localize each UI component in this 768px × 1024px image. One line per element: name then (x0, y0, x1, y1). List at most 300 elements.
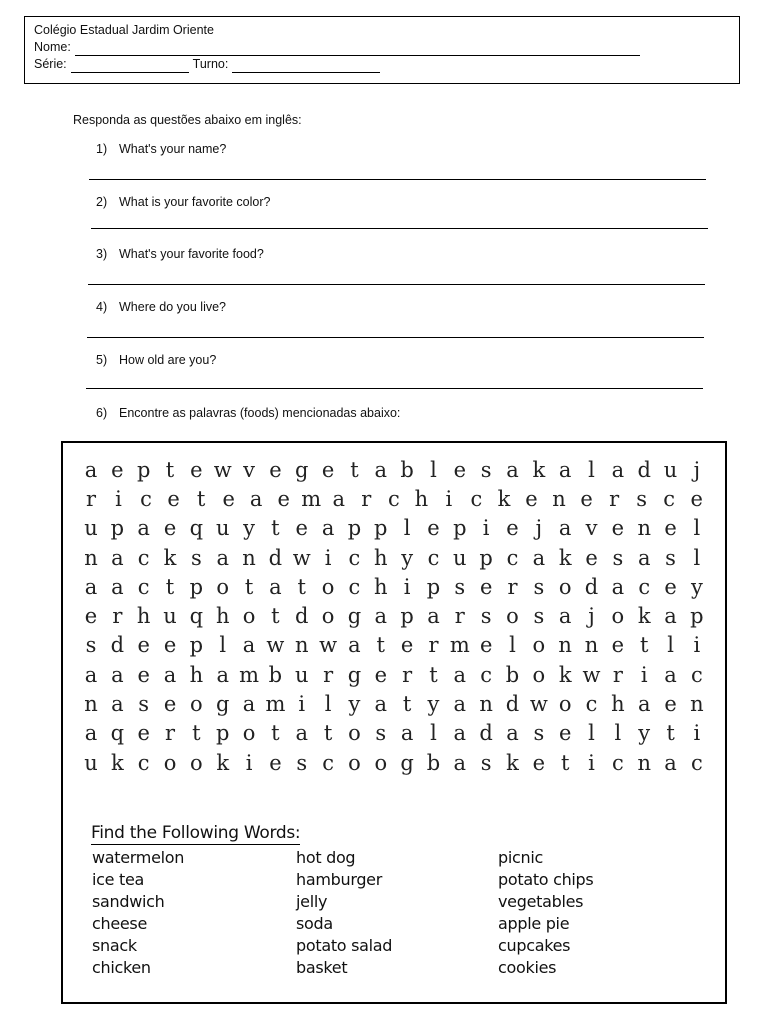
grid-letter[interactable]: a (506, 721, 519, 746)
grid-letter[interactable]: n (558, 633, 572, 658)
grid-letter[interactable]: u (215, 516, 230, 541)
grid-letter[interactable]: i (403, 574, 411, 599)
grid-letter[interactable]: a (611, 574, 625, 599)
word-item: soda (296, 914, 333, 933)
grid-letter[interactable]: t (350, 457, 359, 482)
grid-letter[interactable]: l (588, 721, 595, 746)
grid-letter[interactable]: o (242, 604, 256, 629)
grid-letter[interactable]: i (445, 486, 453, 511)
instructions: Responda as questões abaixo em inglês: (73, 113, 302, 127)
grid-letter[interactable]: h (215, 604, 230, 629)
grid-letter[interactable]: q (189, 604, 204, 629)
grid-letter[interactable]: q (110, 721, 125, 746)
grid-letter[interactable]: a (111, 662, 124, 687)
grid-letter[interactable]: a (216, 545, 229, 570)
grid-letter[interactable]: u (84, 750, 98, 775)
grid-letter[interactable]: s (480, 604, 492, 629)
grid-letter[interactable]: c (480, 662, 493, 687)
grid-letter[interactable]: e (190, 457, 203, 482)
grid-letter[interactable]: a (249, 486, 263, 511)
grid-letter[interactable]: a (321, 516, 335, 541)
grid-letter[interactable]: l (324, 692, 332, 717)
grid-letter[interactable]: e (427, 516, 440, 541)
grid-letter[interactable]: w (213, 457, 232, 482)
grid-letter[interactable]: c (506, 545, 519, 570)
turno-label: Turno: (192, 57, 229, 71)
grid-letter[interactable]: y (243, 516, 255, 541)
grid-letter[interactable]: r (609, 486, 620, 511)
grid-letter[interactable]: e (525, 486, 538, 511)
grid-letter[interactable]: n (84, 692, 98, 717)
grid-letter[interactable]: e (690, 486, 703, 511)
grid-letter[interactable]: c (611, 750, 624, 775)
grid-letter[interactable]: a (453, 692, 467, 717)
serie-blank[interactable] (71, 59, 189, 73)
grid-letter[interactable]: a (558, 516, 572, 541)
grid-letter[interactable]: e (611, 516, 625, 541)
grid-letter[interactable]: e (558, 721, 572, 746)
grid-letter[interactable]: s (296, 750, 308, 775)
grid-letter[interactable]: e (453, 457, 467, 482)
word-item: cheese (92, 914, 148, 933)
grid-letter[interactable]: s (533, 721, 545, 746)
word-item: hot dog (296, 848, 356, 867)
grid-letter[interactable]: e (137, 633, 150, 658)
grid-letter[interactable]: i (482, 516, 490, 541)
grid-letter[interactable]: a (637, 545, 651, 570)
grid-letter[interactable]: s (138, 692, 150, 717)
grid-letter[interactable]: s (480, 750, 492, 775)
grid-letter[interactable]: s (480, 457, 492, 482)
grid-letter[interactable]: g (347, 662, 362, 687)
word-item: snack (92, 936, 137, 955)
grid-letter[interactable]: s (665, 545, 676, 570)
grid-letter[interactable]: g (400, 750, 414, 775)
grid-letter[interactable]: o (190, 692, 203, 717)
grid-letter[interactable]: k (532, 457, 546, 482)
grid-letter[interactable]: a (637, 692, 651, 717)
grid-letter[interactable]: a (111, 545, 124, 570)
grid-letter[interactable]: a (664, 604, 677, 629)
grid-letter[interactable]: l (614, 721, 622, 746)
grid-letter[interactable]: m (301, 486, 322, 511)
grid-row (79, 484, 709, 513)
grid-letter[interactable]: e (163, 516, 177, 541)
grid-letter[interactable]: c (140, 486, 152, 511)
grid-letter[interactable]: t (297, 574, 306, 599)
grid-letter[interactable]: c (137, 574, 150, 599)
grid-letter[interactable]: e (163, 692, 177, 717)
question-number: 6) (96, 406, 108, 420)
grid-letter[interactable]: a (427, 604, 440, 629)
answer-line-2[interactable] (91, 228, 708, 229)
word-search-panel (61, 441, 727, 1004)
grid-letter[interactable]: a (332, 486, 346, 511)
grid-letter[interactable]: o (321, 604, 335, 629)
grid-letter[interactable]: s (612, 545, 624, 570)
grid-letter[interactable]: e (137, 662, 150, 687)
grid-letter[interactable]: a (374, 604, 388, 629)
grid-letter[interactable]: y (638, 721, 651, 746)
grid-letter[interactable]: g (215, 692, 230, 717)
grid-letter[interactable]: r (361, 486, 372, 511)
grid-letter[interactable]: w (292, 545, 311, 570)
grid-letter[interactable]: l (403, 516, 411, 541)
grid-letter[interactable]: p (400, 604, 414, 629)
grid-letter[interactable]: k (497, 486, 511, 511)
grid-letter[interactable]: e (269, 750, 282, 775)
grid-letter[interactable]: i (693, 633, 701, 658)
grid-letter[interactable]: p (110, 516, 125, 541)
grid-letter[interactable]: t (639, 633, 649, 658)
grid-letter[interactable]: n (294, 633, 309, 658)
grid-letter[interactable]: i (324, 545, 332, 570)
grid-letter[interactable]: n (637, 750, 651, 775)
grid-letter[interactable]: t (196, 486, 206, 511)
grid-letter[interactable]: e (506, 516, 519, 541)
grid-letter[interactable]: r (507, 574, 518, 599)
grid-letter[interactable]: l (509, 633, 516, 658)
grid-letter[interactable]: o (348, 750, 361, 775)
grid-letter[interactable]: r (85, 486, 97, 511)
grid-letter[interactable]: c (638, 574, 651, 599)
grid-letter[interactable]: p (374, 516, 388, 541)
school-name-text: Colégio Estadual Jardim Oriente (34, 23, 214, 37)
grid-letter[interactable]: d (584, 574, 599, 599)
grid-letter[interactable]: m (449, 633, 470, 658)
grid-letter[interactable]: k (558, 545, 572, 570)
grid-letter[interactable]: a (216, 662, 229, 687)
grid-letter[interactable]: p (690, 604, 704, 629)
grid-letter[interactable]: s (190, 545, 202, 570)
grid-letter[interactable]: a (506, 457, 519, 482)
grid-letter[interactable]: p (426, 574, 441, 599)
grid-letter[interactable]: h (414, 486, 429, 511)
grid-letter[interactable]: s (533, 604, 545, 629)
question-4 (96, 300, 226, 314)
grid-letter[interactable]: l (588, 457, 595, 482)
grid-letter[interactable]: e (111, 457, 124, 482)
grid-letter[interactable]: e (532, 750, 546, 775)
grid-letter[interactable]: o (163, 750, 177, 775)
grid-letter[interactable]: i (115, 486, 122, 511)
grid-letter[interactable]: o (374, 750, 388, 775)
question-text: Encontre as palavras (foods) mencionadas abaixo: (119, 406, 401, 420)
grid-letter[interactable]: o (506, 604, 519, 629)
grid-letter[interactable]: c (585, 692, 598, 717)
question-text: What's your name? (119, 142, 227, 156)
grid-letter[interactable]: e (277, 486, 290, 511)
grid-letter[interactable]: n (242, 545, 256, 570)
grid-letter[interactable]: o (558, 692, 572, 717)
grid-letter[interactable]: i (693, 721, 701, 746)
grid-letter[interactable]: h (189, 662, 204, 687)
grid-letter[interactable]: a (269, 574, 282, 599)
grid-letter[interactable]: b (426, 750, 441, 775)
grid-letter[interactable]: c (137, 750, 150, 775)
grid-letter[interactable]: a (453, 662, 467, 687)
grid-letter[interactable]: a (611, 457, 625, 482)
grid-letter[interactable]: a (84, 574, 98, 599)
grid-letter[interactable]: h (374, 545, 388, 570)
grid-letter[interactable]: a (374, 457, 388, 482)
grid-letter[interactable]: c (691, 662, 703, 687)
name-blank[interactable] (75, 42, 640, 56)
grid-letter[interactable]: k (110, 750, 124, 775)
grid-letter[interactable]: a (111, 692, 124, 717)
grid-letter[interactable]: j (693, 457, 701, 482)
grid-letter[interactable]: t (244, 574, 254, 599)
grid-letter[interactable]: i (588, 750, 595, 775)
grid-letter[interactable]: e (479, 633, 493, 658)
grid-letter[interactable]: e (137, 721, 150, 746)
grid-letter[interactable]: m (265, 692, 286, 717)
grid-letter[interactable]: l (430, 721, 437, 746)
grid-letter[interactable]: t (271, 516, 280, 541)
question-text: What is your favorite color? (119, 195, 271, 209)
grid-letter[interactable]: t (192, 721, 201, 746)
grid-letter[interactable]: l (219, 633, 227, 658)
grid-letter[interactable]: a (242, 633, 256, 658)
grid-row (79, 660, 709, 689)
word-item: cookies (498, 958, 557, 977)
answer-line-4[interactable] (87, 337, 704, 338)
grid-letter[interactable]: b (505, 662, 520, 687)
grid-letter[interactable]: c (348, 545, 361, 570)
grid-letter[interactable]: e (163, 633, 177, 658)
grid-letter[interactable]: t (271, 604, 280, 629)
grid-letter[interactable]: c (470, 486, 483, 511)
grid-letter[interactable]: s (85, 633, 97, 658)
grid-letter[interactable]: n (84, 545, 98, 570)
grid-letter[interactable]: c (691, 750, 703, 775)
grid-letter[interactable]: e (167, 486, 180, 511)
grid-letter[interactable]: n (637, 516, 651, 541)
grid-letter[interactable]: j (535, 516, 543, 541)
grid-letter[interactable]: e (222, 486, 235, 511)
grid-letter[interactable]: e (664, 692, 677, 717)
grid-letter[interactable]: d (637, 457, 651, 482)
grid-letter[interactable]: a (664, 662, 677, 687)
grid-letter[interactable]: t (376, 633, 385, 658)
grid-letter[interactable]: r (428, 633, 439, 658)
grid-letter[interactable]: t (323, 721, 333, 746)
grid-letter[interactable]: o (611, 604, 625, 629)
grid-letter[interactable]: s (375, 721, 387, 746)
answer-line-3[interactable] (88, 284, 705, 285)
grid-letter[interactable]: p (347, 516, 362, 541)
grid-letter[interactable]: u (84, 516, 98, 541)
word-item: potato chips (498, 870, 594, 889)
grid-letter[interactable]: m (239, 662, 260, 687)
grid-letter[interactable]: i (245, 750, 253, 775)
grid-letter[interactable]: d (268, 545, 283, 570)
grid-letter[interactable]: b (268, 662, 283, 687)
grid-letter[interactable]: p (479, 545, 493, 570)
grid-letter[interactable]: a (664, 750, 677, 775)
grid-letter[interactable]: v (585, 516, 598, 541)
grid-letter[interactable]: n (552, 486, 566, 511)
grid-letter[interactable]: a (137, 516, 150, 541)
grid-letter[interactable]: w (319, 633, 338, 658)
serie-label: Série: (34, 57, 67, 71)
grid-letter[interactable]: t (666, 721, 675, 746)
grid-letter[interactable]: o (532, 633, 546, 658)
grid-letter[interactable]: y (427, 692, 440, 717)
grid-letter[interactable]: e (400, 633, 414, 658)
grid-letter[interactable]: e (664, 574, 677, 599)
grid-letter[interactable]: o (242, 721, 256, 746)
grid-letter[interactable]: p (189, 633, 204, 658)
grid-letter[interactable]: p (215, 721, 230, 746)
grid-letter[interactable]: c (387, 486, 400, 511)
grid-letter[interactable]: d (479, 721, 493, 746)
grid-letter[interactable]: y (690, 574, 703, 599)
grid-letter[interactable]: e (585, 545, 598, 570)
grid-letter[interactable]: b (400, 457, 414, 482)
grid-letter[interactable]: w (582, 662, 601, 687)
grid-letter[interactable]: a (348, 633, 361, 658)
grid-letter[interactable]: d (295, 604, 309, 629)
grid-letter[interactable]: h (611, 692, 625, 717)
serie-turno-row (34, 56, 730, 73)
grid-letter[interactable]: k (216, 750, 230, 775)
grid-letter[interactable]: k (163, 545, 177, 570)
grid-letter[interactable]: e (664, 516, 677, 541)
grid-letter[interactable]: g (295, 457, 309, 482)
grid-letter[interactable]: r (112, 604, 123, 629)
grid-letter[interactable]: c (137, 545, 150, 570)
grid-letter[interactable]: e (269, 457, 282, 482)
grid-row (79, 455, 709, 484)
grid-letter[interactable]: r (323, 662, 334, 687)
grid-letter[interactable]: d (110, 633, 125, 658)
grid-letter[interactable]: r (454, 604, 465, 629)
grid-letter[interactable]: w (266, 633, 285, 658)
turno-blank[interactable] (232, 59, 380, 73)
grid-letter[interactable]: a (374, 692, 388, 717)
grid-letter[interactable]: a (84, 662, 98, 687)
grid-letter[interactable]: k (506, 750, 519, 775)
grid-letter[interactable]: e (321, 457, 335, 482)
grid-letter[interactable]: s (454, 574, 466, 599)
grid-letter[interactable]: a (163, 662, 177, 687)
word-item: sandwich (92, 892, 165, 911)
grid-letter[interactable]: a (111, 574, 124, 599)
grid-letter[interactable]: n (584, 633, 599, 658)
grid-letter[interactable]: a (400, 721, 414, 746)
grid-letter[interactable]: u (663, 457, 678, 482)
grid-letter[interactable]: e (580, 486, 593, 511)
grid-letter[interactable]: w (529, 692, 548, 717)
grid-letter[interactable]: p (136, 457, 151, 482)
grid-letter[interactable]: q (189, 516, 204, 541)
grid-letter[interactable]: c (348, 574, 361, 599)
grid-letter[interactable]: a (242, 692, 256, 717)
grid-letter[interactable]: k (558, 662, 572, 687)
grid-letter[interactable]: a (453, 721, 467, 746)
grid-letter[interactable]: y (348, 692, 361, 717)
grid-letter[interactable]: u (453, 545, 467, 570)
grid-letter[interactable]: a (558, 604, 572, 629)
word-item: picnic (498, 848, 543, 867)
grid-letter[interactable]: e (611, 633, 625, 658)
grid-letter[interactable]: h (136, 604, 151, 629)
grid-letter[interactable]: r (402, 662, 413, 687)
grid-letter[interactable]: t (560, 750, 570, 775)
grid-letter[interactable]: n (479, 692, 493, 717)
answer-line-1[interactable] (89, 179, 706, 180)
grid-letter[interactable]: o (532, 662, 546, 687)
word-item: watermelon (92, 848, 185, 867)
question-number: 1) (96, 142, 108, 156)
grid-letter[interactable]: p (453, 516, 467, 541)
question-text: Where do you live? (119, 300, 227, 314)
grid-letter[interactable]: a (295, 721, 309, 746)
name-row (34, 39, 730, 56)
grid-letter[interactable]: u (294, 662, 309, 687)
grid-letter[interactable]: a (558, 457, 572, 482)
grid-letter[interactable]: o (216, 574, 230, 599)
grid-letter[interactable]: t (165, 457, 175, 482)
grid-row (79, 601, 709, 630)
grid-letter[interactable]: n (690, 692, 704, 717)
grid-letter[interactable]: a (453, 750, 467, 775)
grid-row (79, 572, 709, 601)
grid-letter[interactable]: s (533, 574, 545, 599)
grid-letter[interactable]: g (347, 604, 362, 629)
grid-letter[interactable]: o (558, 574, 572, 599)
grid-letter[interactable]: t (165, 574, 175, 599)
grid-letter[interactable]: a (84, 457, 98, 482)
grid-letter[interactable]: e (374, 662, 387, 687)
grid-letter[interactable]: k (637, 604, 651, 629)
grid-letter[interactable]: c (663, 486, 676, 511)
grid-letter[interactable]: e (84, 604, 98, 629)
grid-letter[interactable]: t (402, 692, 412, 717)
grid-letter[interactable]: a (84, 721, 98, 746)
grid-letter[interactable]: c (427, 545, 440, 570)
grid-letter[interactable]: t (429, 662, 438, 687)
grid-letter[interactable]: l (693, 516, 701, 541)
grid-letter[interactable]: t (271, 721, 280, 746)
grid-letter[interactable]: c (322, 750, 334, 775)
grid-letter[interactable]: e (479, 574, 493, 599)
grid-letter[interactable]: l (430, 457, 437, 482)
grid-letter[interactable]: r (612, 662, 623, 687)
grid-letter[interactable]: e (295, 516, 308, 541)
answer-line-5[interactable] (86, 388, 703, 389)
word-item: apple pie (498, 914, 570, 933)
grid-letter[interactable]: u (163, 604, 177, 629)
grid-letter[interactable]: s (636, 486, 648, 511)
grid-letter[interactable]: d (505, 692, 520, 717)
grid-letter[interactable]: i (640, 662, 648, 687)
grid-letter[interactable]: o (321, 574, 335, 599)
grid-letter[interactable]: h (374, 574, 388, 599)
grid-letter[interactable]: y (401, 545, 414, 570)
grid-letter[interactable]: l (693, 545, 701, 570)
grid-letter[interactable]: l (667, 633, 674, 658)
grid-letter[interactable]: i (298, 692, 306, 717)
grid-letter[interactable]: r (165, 721, 176, 746)
grid-letter[interactable]: a (532, 545, 546, 570)
grid-letter[interactable]: o (348, 721, 361, 746)
grid-letter[interactable]: o (190, 750, 203, 775)
grid-letter[interactable]: j (588, 604, 595, 629)
grid-letter[interactable]: p (189, 574, 204, 599)
grid-letter[interactable]: v (243, 457, 255, 482)
